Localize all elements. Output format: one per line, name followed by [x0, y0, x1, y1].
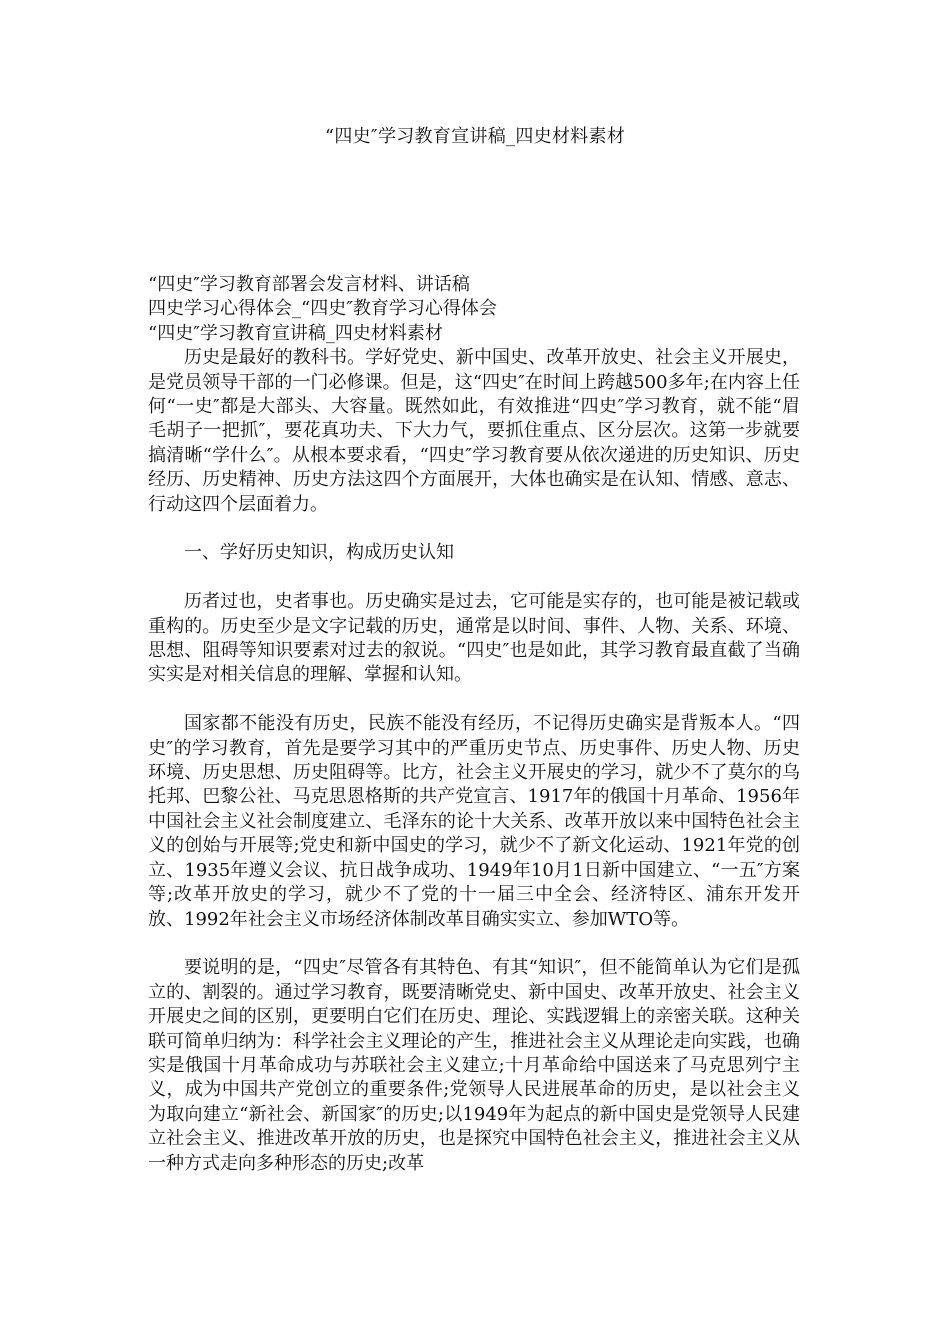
intro-paragraph: 历史是最好的教科书。学好党史、新中国史、改革开放史、社会主义开展史，是党员领导干部的一门必修课。但是，这“四史″在时间上跨越500多年;在内容上任何“一史″都是大部头、大容量。既然如此，有效推进“四史″学习教育，就不能“眉毛胡子一把抓″，要花真功夫、下大力气，要抓住重点、区分层次。这第一步就要搞清晰“学什么″。从根本要求看，“四史″学习教育要从依次递进的历史知识、历史经历、历史精神、历史方法这四个方面展开，大体也确实是在认知、情感、意志、行动这四个层面着力。 — [148, 347, 800, 515]
paragraph-gap — [148, 517, 800, 541]
section-heading: 一、学好历史知识，构成历史认知 — [184, 542, 454, 564]
related-link-2[interactable]: 四史学习心得体会_“四史″教育学习心得体会 — [148, 298, 497, 320]
paragraph-gap — [148, 932, 800, 956]
body-paragraph: 要说明的是，“四史″尽管各有其特色、有其“知识″，但不能简单认为它们是孤立的、割裂的。通过学习教育，既要清晰党史、新中国史、改革开放史、社会主义开展史之间的区别，更要明白它们在历史、理论、实践逻辑上的亲密关联。这种关联可简单归纳为：科学社会主义理论的产生，推进社会主义从理论走向实践，也确实是俄国十月革命成功与苏联社会主义建立;十月革命给中国送来了马克思列宁主义，成为中国共产党创立的重要条件;党领导人民进展革命的历史，是以社会主义为取向建立“新社会、新国家″的历史;以1949年为起点的新中国史是党领导人民建立社会主义、推进改革开放的历史，也是探究中国特色社会主义，推进社会主义从一种方式走向多种形态的历史;改革 — [148, 957, 800, 1174]
document-title: “四史″学习教育宣讲稿_四史材料素材 — [324, 126, 626, 147]
related-link-3[interactable]: “四史″学习教育宣讲稿_四史材料素材 — [148, 322, 443, 344]
document-body — [148, 273, 800, 1176]
paragraph-gap — [148, 566, 800, 590]
paragraph-gap — [148, 688, 800, 712]
body-paragraph: 历者过也，史者事也。历史确实是过去，它可能是实存的，也可能是被记载或重构的。历史至少是文字记载的历史，通常是以时间、事件、人物、关系、环境、思想、阻碍等知识要素对过去的叙说。“四史″也是如此，其学习教育最直截了当确实实是对相关信息的理解、掌握和认知。 — [148, 591, 800, 686]
related-link-1[interactable]: “四史″学习教育部署会发言材料、讲话稿 — [148, 274, 470, 295]
body-paragraph: 国家都不能没有历史，民族不能没有经历，不记得历史确实是背叛本人。“四史″的学习教育，首先是要学习其中的严重历史节点、历史事件、历史人物、历史环境、历史思想、历史阻碍等。比方，社会主义开展史的学习，就少不了莫尔的乌托邦、巴黎公社、马克思恩格斯的共产党宣言、1917年的俄国十月革命、1956年中国社会主义社会制度建立、毛泽东的论十大关系、改革开放以来中国特色社会主义的创始与开展等;党史和新中国史的学习，就少不了新文化运动、1921年党的创立、1935年遵义会议、抗日战争成功、1949年10月1日新中国建立、“一五″方案等;改革开放史的学习，就少不了党的十一届三中全会、经济特区、浦东开发开放、1992年社会主义市场经济体制改革目确实实立、参加WTO等。 — [148, 713, 800, 930]
